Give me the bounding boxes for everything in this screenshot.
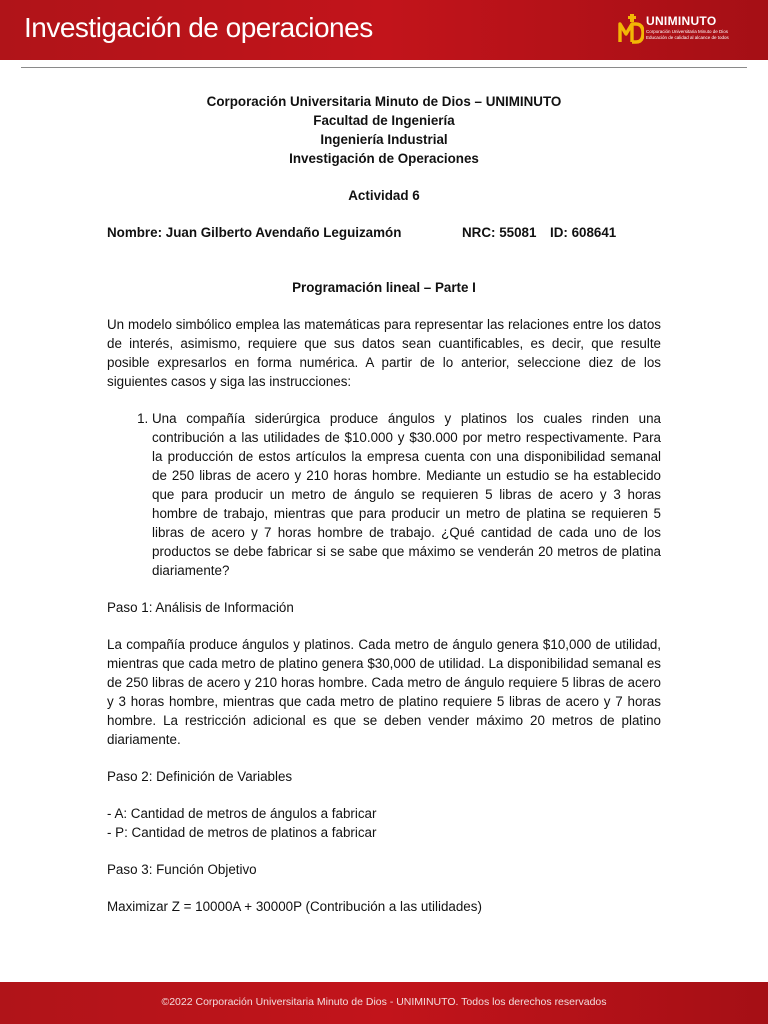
page-header-banner <box>0 0 768 60</box>
variable-p: - P: Cantidad de metros de platinos a fabricar <box>107 825 377 840</box>
header-title: Investigación de operaciones <box>24 12 373 43</box>
uniminuto-logo-icon <box>618 12 644 46</box>
activity-title: Actividad 6 <box>348 188 420 203</box>
step2-title: Paso 2: Definición de Variables <box>107 769 293 784</box>
copyright-text: ©2022 Corporación Universitaria Minuto de Dios - UNIMINUTO. Todos los derechos reservados <box>161 996 607 1008</box>
faculty-line: Facultad de Ingeniería <box>313 113 455 128</box>
problem-list <box>107 409 661 580</box>
intro-paragraph: Un modelo simbólico emplea las matemáticas para representar las relaciones entre los datos de interés, asimismo, requiere que sus datos sean cuantificables, es decir, que resulte posible expresarlos en forma numérica. A partir de lo anterior, seleccione diez de los siguientes casos y siga las instrucciones: <box>107 317 661 389</box>
course-line: Investigación de Operaciones <box>289 151 479 166</box>
student-name: Nombre: Juan Gilberto Avendaño Leguizamón <box>107 225 402 240</box>
objective-function: Maximizar Z = 10000A + 30000P (Contribución a las utilidades) <box>107 899 482 914</box>
logo-name: UNIMINUTO <box>646 14 717 28</box>
header-divider <box>21 67 747 68</box>
section-title: Programación lineal – Parte I <box>292 280 476 295</box>
step1-paragraph: La compañía produce ángulos y platinos. Cada metro de ángulo genera $10,000 de utilidad, mientras que cada metro de platino genera $30,000 de utilidad. La disponibilidad semanal es de 250 libras de acero y 210 horas hombre. Cada metro de ángulo requiere 5 libras de acero y 3 horas hombre, mientras que cada metro de platino requiere 5 libras de acero y 7 horas hombre. La restricción adicional es que se deben vender máximo 20 metros de platino diariamente. <box>107 637 661 747</box>
nrc-value: NRC: 55081 <box>462 225 537 240</box>
institution-line: Corporación Universitaria Minuto de Dios – UNIMINUTO <box>206 94 562 109</box>
logo-tagline: Educación de calidad al alcance de todos <box>646 35 729 40</box>
program-line: Ingeniería Industrial <box>320 132 448 147</box>
uniminuto-logo <box>618 12 740 46</box>
student-id: ID: 608641 <box>550 225 617 240</box>
problem-item: 1. Una compañía siderúrgica produce ángulos y platinos los cuales rinden una contribución a las utilidades de $10.000 y $30.000 por metro respectivamente. Para la producción de estos artículos la empresa cuenta con una disponibilidad semanal de 250 libras de acero y 210 horas hombre. Mediante un estudio se ha establecido que para producir un metro de ángulo se requieren 5 libras de acero y 3 horas hombre de trabajo, mientras que para producir un metro de platina se requieren 5 libras de acero y 7 horas hombre de trabajo. ¿Qué cantidad de cada uno de los productos se debe fabricar si se sabe que máximo se venderán 20 metros de platina diariamente? <box>152 409 661 580</box>
step1-title: Paso 1: Análisis de Información <box>107 600 294 615</box>
student-info-row <box>107 223 661 242</box>
document-body <box>107 92 661 916</box>
step3-title: Paso 3: Función Objetivo <box>107 862 257 877</box>
page-footer-banner <box>0 982 768 1024</box>
variable-a: - A: Cantidad de metros de ángulos a fabricar <box>107 806 377 821</box>
logo-subtitle: Corporación Universitaria Minuto de Dios <box>646 29 729 34</box>
